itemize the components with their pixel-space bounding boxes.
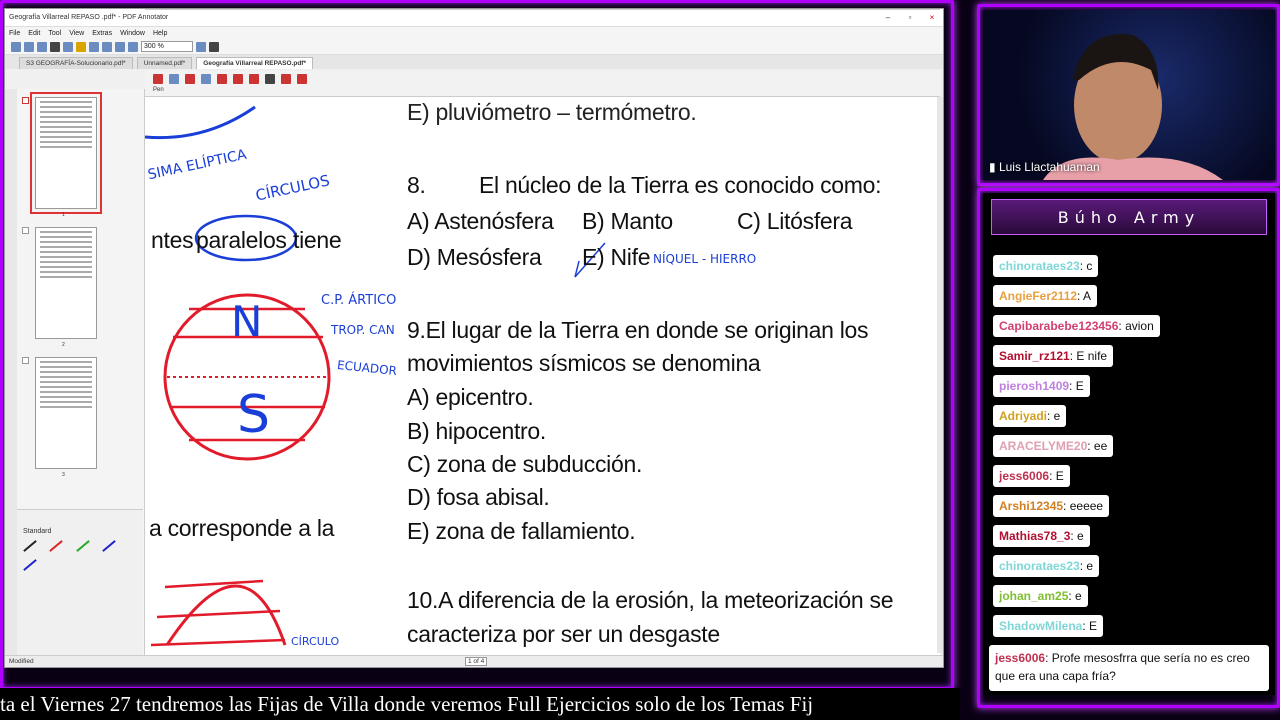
streamer-label: Luis Llactahuaman [998, 160, 1100, 174]
tab-solucionario[interactable]: S3 GEOGRAFÍA-Solucionario.pdf* [19, 57, 133, 69]
q8-option-b: B) Manto [582, 208, 673, 234]
thumb-number-1: 1 [62, 212, 65, 218]
menu-extras[interactable]: Extras [92, 29, 113, 37]
document-tabs [5, 55, 943, 69]
chat-message [993, 495, 1109, 517]
page-thumbnails-panel [5, 89, 145, 661]
pen-green[interactable] [76, 540, 90, 552]
streamer-name [989, 160, 1100, 174]
webcam-person [983, 10, 1275, 180]
tab-unnamed[interactable]: Unnamed.pdf* [137, 57, 193, 69]
side-toolbar [5, 89, 17, 661]
redo-icon[interactable] [102, 42, 112, 52]
q8-option-e: E) Nife [582, 244, 651, 270]
heart-icon[interactable] [297, 74, 307, 84]
q10-line2: caracteriza por ser un desgaste [407, 621, 720, 647]
chat-user: Arshi12345 [999, 499, 1064, 513]
hw-n: N [231, 297, 263, 346]
print-icon[interactable] [50, 42, 60, 52]
thumb-checkbox-3[interactable] [22, 357, 29, 364]
pen-black[interactable] [23, 540, 37, 552]
page-thumbnail-3[interactable] [35, 357, 97, 469]
menu-view[interactable]: View [69, 29, 85, 37]
thumb-number-3: 3 [62, 472, 65, 478]
annot-anchor [145, 9, 940, 10]
chat-message [993, 555, 1099, 577]
left-text-corresponde: a corresponde a la [149, 515, 335, 541]
chat-message-last [989, 645, 1269, 691]
q10-line1: 10.A diferencia de la erosión, la meteorización se [407, 587, 894, 613]
window-title: Geografía Villarreal REPASO .pdf* - PDF Annotator [9, 14, 169, 21]
pointer-icon[interactable] [153, 74, 163, 84]
page-indicator[interactable]: 1 of 4 [465, 657, 487, 666]
chat-message [993, 405, 1066, 427]
eraser-icon[interactable] [201, 74, 211, 84]
tab-villarreal[interactable]: Geografía Villarreal REPASO.pdf* [196, 57, 313, 69]
q9-line1: 9.El lugar de la Tierra en donde se originan los [407, 317, 869, 343]
chat-text: : e [1047, 409, 1061, 423]
chat-user: chinorataes23 [999, 259, 1080, 273]
pen-red[interactable] [50, 540, 64, 552]
chat-user: pierosh1409 [999, 379, 1070, 393]
chat-message [993, 525, 1090, 547]
q9-option-b: B) hipocentro. [407, 418, 546, 444]
q8-number: 8. [407, 172, 426, 198]
hw-ecuador: ECUADOR [336, 357, 398, 379]
chat-message [993, 345, 1113, 367]
text-icon[interactable] [265, 74, 275, 84]
pen-styles-panel [17, 509, 143, 661]
line-icon[interactable] [217, 74, 227, 84]
undo-icon[interactable] [89, 42, 99, 52]
chat-user: jess6006 [999, 469, 1050, 483]
status-bar [5, 655, 944, 668]
q8-text: El núcleo de la Tierra es conocido como: [479, 172, 882, 198]
menu-help[interactable]: Help [152, 29, 168, 37]
zoom-in-icon[interactable] [115, 42, 125, 52]
pdf-annotator-window [4, 8, 944, 668]
hw-circulos: CÍRCULOS [253, 171, 332, 205]
highlighter-icon[interactable] [185, 74, 195, 84]
zoom-out-icon[interactable] [128, 42, 138, 52]
q8-option-d: D) Mesósfera [407, 244, 542, 270]
main-toolbar [5, 39, 943, 55]
maximize-button[interactable]: ▫ [908, 13, 912, 22]
chat-user: chinorataes23 [999, 559, 1080, 573]
chat-user: Samir_rz121 [999, 349, 1070, 363]
status-modified: Modified [9, 658, 34, 665]
webcam-feed [983, 10, 1275, 180]
chat-user: johan_am25 [999, 589, 1069, 603]
ellipse-icon[interactable] [249, 74, 259, 84]
fit-page-icon[interactable] [196, 42, 206, 52]
chat-message [993, 615, 1103, 637]
q9-option-e: E) zona de fallamiento. [407, 518, 636, 544]
minimize-button[interactable]: – [885, 13, 891, 22]
left-text-tiene: tiene [293, 227, 342, 253]
hw-niquel-hierro: NÍQUEL - HIERRO [653, 252, 757, 266]
pen-tool-icon[interactable] [169, 74, 179, 84]
menu-bar [5, 27, 943, 39]
chat-text: : eeeee [1063, 499, 1104, 513]
vertical-scrollbar[interactable] [937, 97, 944, 653]
menu-edit[interactable]: Edit [28, 29, 41, 37]
chat-text: : E nife [1069, 349, 1108, 363]
chat-user: AngieFer2112 [999, 289, 1078, 303]
left-text-ntes: ntes [151, 227, 194, 253]
chat-text: : e [1079, 559, 1094, 573]
chat-text: : Profe mesosfrra que sería no es creo que era una capa fría? [995, 651, 1250, 683]
stamp-icon[interactable] [281, 74, 291, 84]
chat-message [993, 315, 1160, 337]
q9-option-a: A) epicentro. [407, 384, 534, 410]
chat-text: : E [1082, 619, 1098, 633]
fit-width-icon[interactable] [209, 42, 219, 52]
tool-label: Pen [153, 87, 164, 93]
close-button[interactable]: × [929, 13, 935, 22]
signal-icon: ▮ [989, 160, 996, 174]
hw-cp-artico: C.P. ÁRTICO [321, 293, 397, 308]
document-view [145, 97, 940, 655]
chat-user: ShadowMilena [999, 619, 1083, 633]
chat-text: : ee [1087, 439, 1108, 453]
zoom-field[interactable]: 300 % [141, 41, 193, 52]
menu-window[interactable]: Window [120, 29, 145, 37]
prev-option-e: E) pluviómetro – termómetro. [407, 99, 697, 125]
news-ticker: ta el Viernes 27 tendremos las Fijas de Villa donde veremos Full Ejercicios solo de los Temas Fij [0, 688, 960, 720]
chat-message [993, 585, 1088, 607]
chat-text: : e [1070, 529, 1084, 543]
q9-option-c: C) zona de subducción. [407, 451, 643, 477]
chat-user: Adriyadi [999, 409, 1048, 423]
rectangle-icon[interactable] [233, 74, 243, 84]
hw-trop-can: TROP. CAN [331, 323, 395, 337]
chat-text: : E [1069, 379, 1084, 393]
q9-line2: movimientos sísmicos se denomina [407, 350, 761, 376]
pen-blue[interactable] [103, 540, 117, 552]
email-icon[interactable] [63, 42, 73, 52]
chat-text: : A [1077, 289, 1092, 303]
chat-message [993, 285, 1097, 307]
chat-text: : e [1068, 589, 1082, 603]
chat-user: jess6006 [995, 651, 1046, 665]
chat-message [993, 435, 1113, 457]
chat-message [993, 465, 1070, 487]
page-thumbnail-1[interactable] [35, 97, 97, 209]
hw-eliptica: SIMA ELÍPTICA [146, 146, 248, 184]
left-text-paralelos: paralelos [196, 227, 287, 253]
thumb-checkbox-1[interactable] [22, 97, 29, 104]
hw-s: S [237, 385, 271, 445]
q9-option-d: D) fosa abisal. [407, 484, 550, 510]
chat-user: Capibarabebe123456 [999, 319, 1119, 333]
chat-text: : avion [1118, 319, 1154, 333]
chat-message [993, 255, 1098, 277]
chat-user: ARACELYME20 [999, 439, 1088, 453]
hw-circulo: CÍRCULO [291, 635, 340, 648]
chat-panel [983, 193, 1275, 695]
chat-message [993, 375, 1090, 397]
q8-option-a: A) Astenósfera [407, 208, 554, 234]
chat-title: Búho Army [991, 199, 1267, 235]
page-thumbnail-2[interactable] [35, 227, 97, 339]
copy-icon[interactable] [76, 42, 86, 52]
title-bar [5, 9, 943, 27]
thumb-number-2: 2 [62, 342, 65, 348]
q8-option-c: C) Litósfera [737, 208, 853, 234]
menu-file[interactable]: File [9, 29, 21, 37]
chat-user: Mathias78_3 [999, 529, 1071, 543]
pen-blue-2[interactable] [23, 559, 37, 571]
pen-style-label: Standard [23, 528, 52, 535]
new-icon[interactable] [11, 42, 21, 52]
open-icon[interactable] [24, 42, 34, 52]
annotation-toolbar [145, 71, 940, 97]
chat-text: : E [1049, 469, 1064, 483]
thumb-checkbox-2[interactable] [22, 227, 29, 234]
save-icon[interactable] [37, 42, 47, 52]
menu-tool[interactable]: Tool [48, 29, 62, 37]
chat-text: : c [1079, 259, 1093, 273]
